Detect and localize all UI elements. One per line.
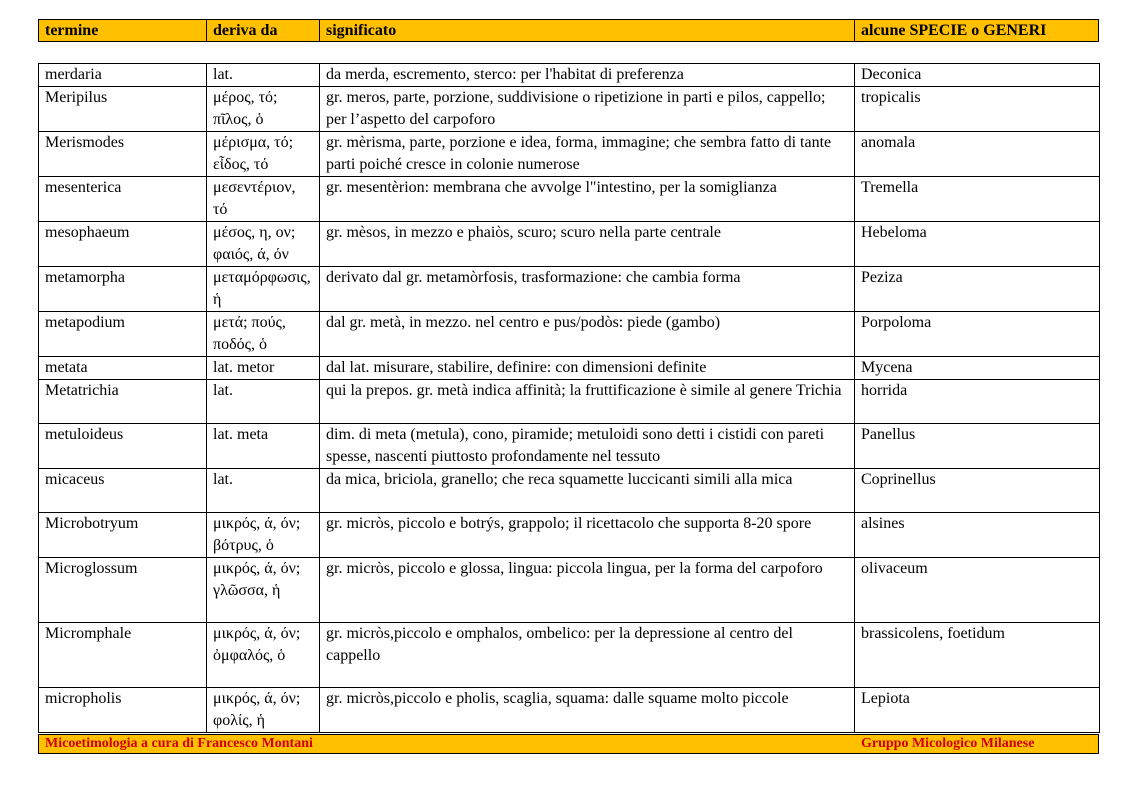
cell-meaning: gr. micròs,piccolo e pholis, scaglia, squama: dalle squame molto piccole xyxy=(320,688,855,733)
table-row xyxy=(39,469,1100,513)
header-species: alcune SPECIE o GENERI xyxy=(861,22,1047,39)
cell-origin: μεταμόρφωσις, ἡ xyxy=(207,267,320,312)
cell-term: mesophaeum xyxy=(39,222,207,267)
header-origin: deriva da xyxy=(213,22,278,39)
cell-term: Merismodes xyxy=(39,132,207,177)
cell-origin: μετά; πούς, ποδός, ὁ xyxy=(207,312,320,357)
cell-meaning: gr. micròs,piccolo e omphalos, ombelico: per la depressione al centro del cappello xyxy=(320,623,855,688)
cell-meaning: dal gr. metà, in mezzo. nel centro e pus/podòs: piede (gambo) xyxy=(320,312,855,357)
cell-species: Coprinellus xyxy=(855,469,1100,513)
cell-term: merdaria xyxy=(39,64,207,87)
cell-term: metata xyxy=(39,357,207,380)
cell-term: Meripilus xyxy=(39,87,207,132)
cell-origin: μέρισμα, τό; εἶδος, τό xyxy=(207,132,320,177)
cell-origin: μέσος, η, ον; φαιός, ά, όν xyxy=(207,222,320,267)
cell-origin: μέρος, τό; πῖλος, ὁ xyxy=(207,87,320,132)
cell-term: Microglossum xyxy=(39,558,207,623)
cell-meaning: gr. mèrisma, parte, porzione e idea, forma, immagine; che sembra fatto di tante parti poiché cresce in colonie numerose xyxy=(320,132,855,177)
table-row xyxy=(39,177,1100,222)
header-term: termine xyxy=(45,22,99,39)
cell-species: tropicalis xyxy=(855,87,1100,132)
footer-bar xyxy=(38,734,1099,754)
cell-meaning: gr. mèsos, in mezzo e phaiòs, scuro; scuro nella parte centrale xyxy=(320,222,855,267)
cell-species: Hebeloma xyxy=(855,222,1100,267)
cell-meaning: derivato dal gr. metamòrfosis, trasformazione: che cambia forma xyxy=(320,267,855,312)
table-row xyxy=(39,222,1100,267)
cell-origin: μικρός, ά, όν; βότρυς, ὁ xyxy=(207,513,320,558)
table-row xyxy=(39,64,1100,87)
cell-species: Deconica xyxy=(855,64,1100,87)
cell-origin: lat. xyxy=(207,469,320,513)
cell-origin: μικρός, ά, όν; ὀμφαλός, ὁ xyxy=(207,623,320,688)
cell-species: Tremella xyxy=(855,177,1100,222)
cell-species: anomala xyxy=(855,132,1100,177)
cell-origin: lat. xyxy=(207,380,320,424)
table-row xyxy=(39,688,1100,733)
cell-term: metamorpha xyxy=(39,267,207,312)
cell-species: brassicolens, foetidum xyxy=(855,623,1100,688)
cell-origin: lat. metor xyxy=(207,357,320,380)
cell-term: micaceus xyxy=(39,469,207,513)
cell-meaning: gr. meros, parte, porzione, suddivisione o ripetizione in parti e pilos, cappello; per l’aspetto del carpoforo xyxy=(320,87,855,132)
cell-species: horrida xyxy=(855,380,1100,424)
cell-term: Micromphale xyxy=(39,623,207,688)
cell-term: mesenterica xyxy=(39,177,207,222)
table-row xyxy=(39,380,1100,424)
table-row xyxy=(39,623,1100,688)
cell-origin: μικρός, ά, όν; γλῶσσα, ἡ xyxy=(207,558,320,623)
cell-origin: μικρός, ά, όν; φολίς, ἡ xyxy=(207,688,320,733)
cell-species: alsines xyxy=(855,513,1100,558)
table-row xyxy=(39,87,1100,132)
cell-species: Peziza xyxy=(855,267,1100,312)
table-row xyxy=(39,424,1100,469)
table-row xyxy=(39,513,1100,558)
footer-right: Gruppo Micologico Milanese xyxy=(861,736,1035,751)
header-divider xyxy=(854,20,855,41)
cell-species: olivaceum xyxy=(855,558,1100,623)
cell-meaning: dim. di meta (metula), cono, piramide; metuloidi sono detti i cistidi con pareti spesse, nascenti piuttosto profondamente nel tessuto xyxy=(320,424,855,469)
glossary-table xyxy=(38,63,1100,733)
cell-species: Panellus xyxy=(855,424,1100,469)
table-row xyxy=(39,267,1100,312)
cell-meaning: da merda, escremento, sterco: per l'habitat di preferenza xyxy=(320,64,855,87)
cell-species: Lepiota xyxy=(855,688,1100,733)
cell-term: micropholis xyxy=(39,688,207,733)
cell-origin: lat. meta xyxy=(207,424,320,469)
cell-meaning: da mica, briciola, granello; che reca squamette luccicanti simili alla mica xyxy=(320,469,855,513)
cell-meaning: qui la prepos. gr. metà indica affinità; la fruttificazione è simile al genere Trichia xyxy=(320,380,855,424)
cell-meaning: gr. mesentèrion: membrana che avvolge l"intestino, per la somiglianza xyxy=(320,177,855,222)
cell-term: Microbotryum xyxy=(39,513,207,558)
table-header-bar xyxy=(38,19,1099,42)
cell-species: Porpoloma xyxy=(855,312,1100,357)
glossary-body xyxy=(39,64,1100,733)
header-divider xyxy=(206,20,207,41)
table-row xyxy=(39,312,1100,357)
cell-origin: lat. xyxy=(207,64,320,87)
cell-species: Mycena xyxy=(855,357,1100,380)
table-row xyxy=(39,132,1100,177)
cell-term: Metatrichia xyxy=(39,380,207,424)
cell-meaning: gr. micròs, piccolo e botrýs, grappolo; il ricettacolo che supporta 8-20 spore xyxy=(320,513,855,558)
cell-origin: μεσεντέριον, τό xyxy=(207,177,320,222)
cell-term: metuloideus xyxy=(39,424,207,469)
footer-left: Micoetimologia a cura di Francesco Montani xyxy=(45,736,313,751)
header-meaning: significato xyxy=(326,22,397,39)
header-divider xyxy=(319,20,320,41)
table-row xyxy=(39,558,1100,623)
table-row xyxy=(39,357,1100,380)
cell-meaning: gr. micròs, piccolo e glossa, lingua: piccola lingua, per la forma del carpoforo xyxy=(320,558,855,623)
cell-term: metapodium xyxy=(39,312,207,357)
cell-meaning: dal lat. misurare, stabilire, definire: con dimensioni definite xyxy=(320,357,855,380)
